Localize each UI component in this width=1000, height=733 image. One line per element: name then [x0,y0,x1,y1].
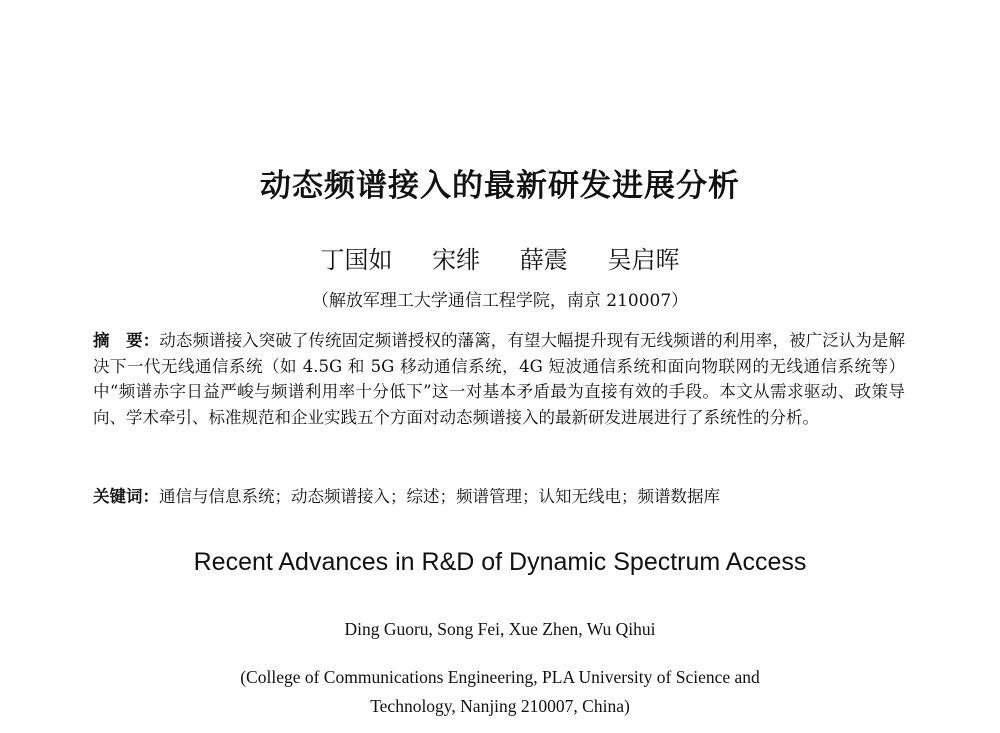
affiliation-line: (College of Communications Engineering, PLA University of Science and [240,667,760,687]
author-name: 宋绯 [432,246,481,274]
keywords-label: 关键词： [93,487,159,506]
english-affiliation [0,663,1000,721]
chinese-affiliation: （解放军理工大学通信工程学院，南京 210007） [311,291,689,311]
english-authors: Ding Guoru, Song Fei, Xue Zhen, Wu Qihui [344,619,656,639]
keywords-text: 通信与信息系统；动态频谱接入；综述；频谱管理；认知无线电；频谱数据库 [159,487,720,506]
abstract [93,328,905,430]
author-name: 薛震 [519,246,568,274]
affiliation-line: Technology, Nanjing 210007, China) [370,696,630,716]
author-name: 丁国如 [320,246,393,274]
author-name: 吴启晖 [607,246,680,274]
chinese-authors [0,240,1000,275]
english-title: Recent Advances in R&D of Dynamic Spectrum Access [193,548,807,576]
keywords [93,483,905,507]
chinese-title: 动态频谱接入的最新研发进展分析 [260,168,740,204]
abstract-label: 摘 要： [93,331,160,350]
abstract-text: 动态频谱接入突破了传统固定频谱授权的藩篱，有望大幅提升现有无线频谱的利用率，被广泛认为是解决下一代无线通信系统（如 4.5G 和 5G 移动通信系统，4G 短波通信系统和面向物联网的无线通信系统等）中“频谱赤字日益严峻与频谱利用率十分低下”这一对基本矛盾最为直接有效的手段。本文从需求驱动、政策导向、学术牵引、标准规范和企业实践五个方面对动态频谱接入的最新研发进展进行了系统性的分析。 [93,331,906,427]
